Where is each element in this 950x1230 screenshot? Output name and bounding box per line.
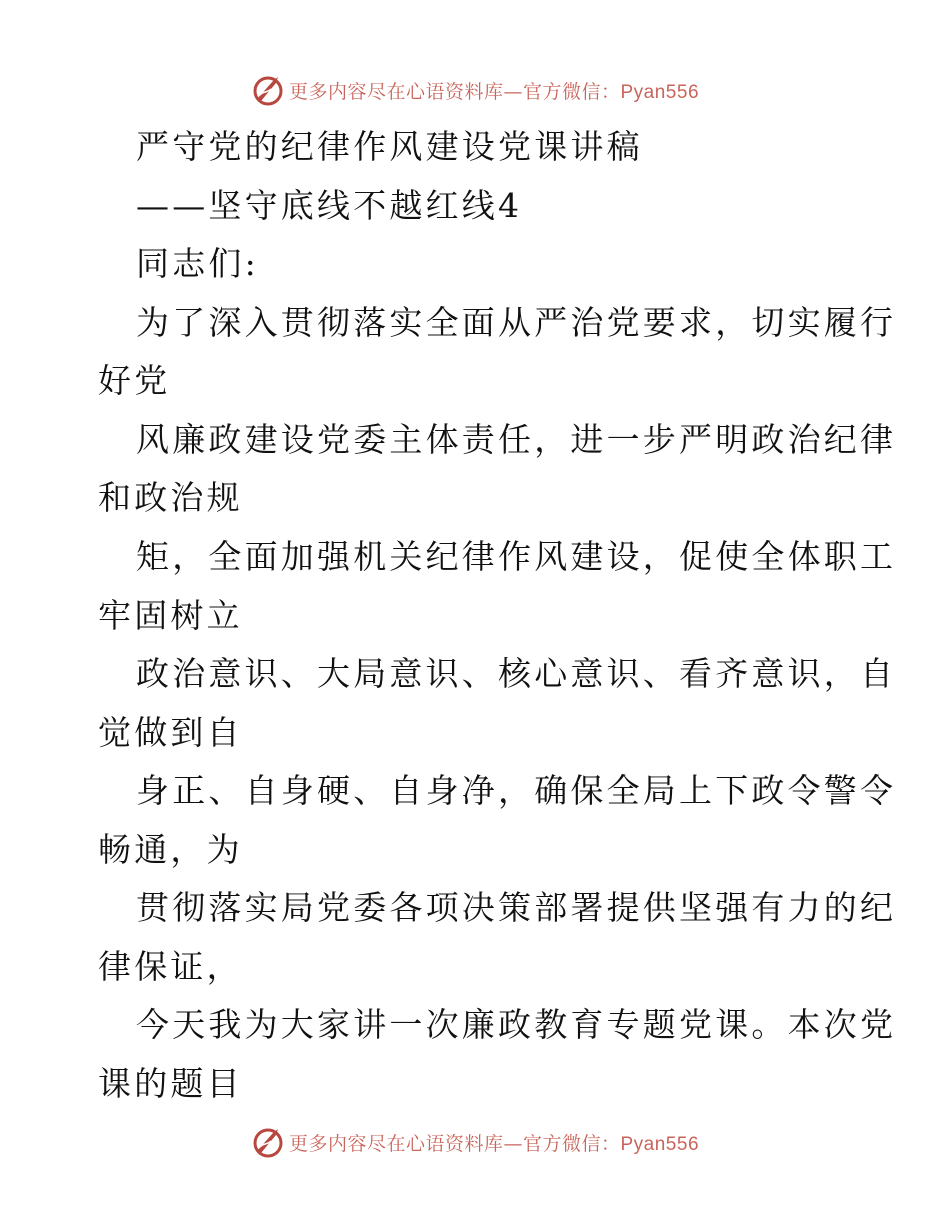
- watermark-separator: —: [503, 80, 523, 103]
- paragraph-line: 政治意识、大局意识、核心意识、看齐意识，自: [136, 654, 897, 693]
- paragraph-line: 律保证，: [98, 947, 243, 986]
- paragraph-line: 觉做到自: [98, 713, 243, 752]
- pen-logo-icon: [251, 1125, 285, 1159]
- greeting: 同志们:: [136, 244, 259, 283]
- paragraph-line: 牢固树立: [98, 596, 243, 635]
- document-title: 严守党的纪律作风建设党课讲稿: [136, 127, 643, 166]
- footer-watermark: [0, 1122, 950, 1162]
- watermark-text: [289, 1129, 699, 1156]
- paragraph-line: 风廉政建设党委主体责任，进一步严明政治纪律: [136, 420, 897, 459]
- paragraph-line: 身正、自身硬、自身净，确保全局上下政令警令: [136, 771, 897, 810]
- paragraph-line: 矩，全面加强机关纪律作风建设，促使全体职工: [136, 537, 897, 576]
- watermark-separator: —: [503, 1132, 523, 1155]
- document-subtitle: ——坚守底线不越红线4: [136, 186, 523, 225]
- watermark-site-name: 更多内容尽在心语资料库: [288, 1132, 504, 1155]
- paragraph-line: 课的题目: [98, 1064, 243, 1103]
- pen-logo-icon: [251, 73, 285, 107]
- paragraph-line: 畅通，为: [98, 830, 243, 869]
- paragraph-line: 今天我为大家讲一次廉政教育专题党课。本次党: [136, 1005, 897, 1044]
- watermark-wechat-label: 官方微信：: [522, 1132, 621, 1155]
- watermark-text: [289, 77, 699, 104]
- watermark-wechat-id: Pyan556: [620, 81, 700, 103]
- paragraph-line: 和政治规: [98, 478, 243, 517]
- paragraph-line: 贯彻落实局党委各项决策部署提供坚强有力的纪: [136, 888, 897, 927]
- paragraph-line: 为了深入贯彻落实全面从严治党要求，切实履行: [136, 303, 897, 342]
- watermark-wechat-label: 官方微信：: [522, 80, 621, 103]
- watermark-wechat-id: Pyan556: [620, 1133, 700, 1155]
- paragraph-line: 好党: [98, 361, 171, 400]
- header-watermark: [0, 70, 950, 110]
- watermark-site-name: 更多内容尽在心语资料库: [288, 80, 504, 103]
